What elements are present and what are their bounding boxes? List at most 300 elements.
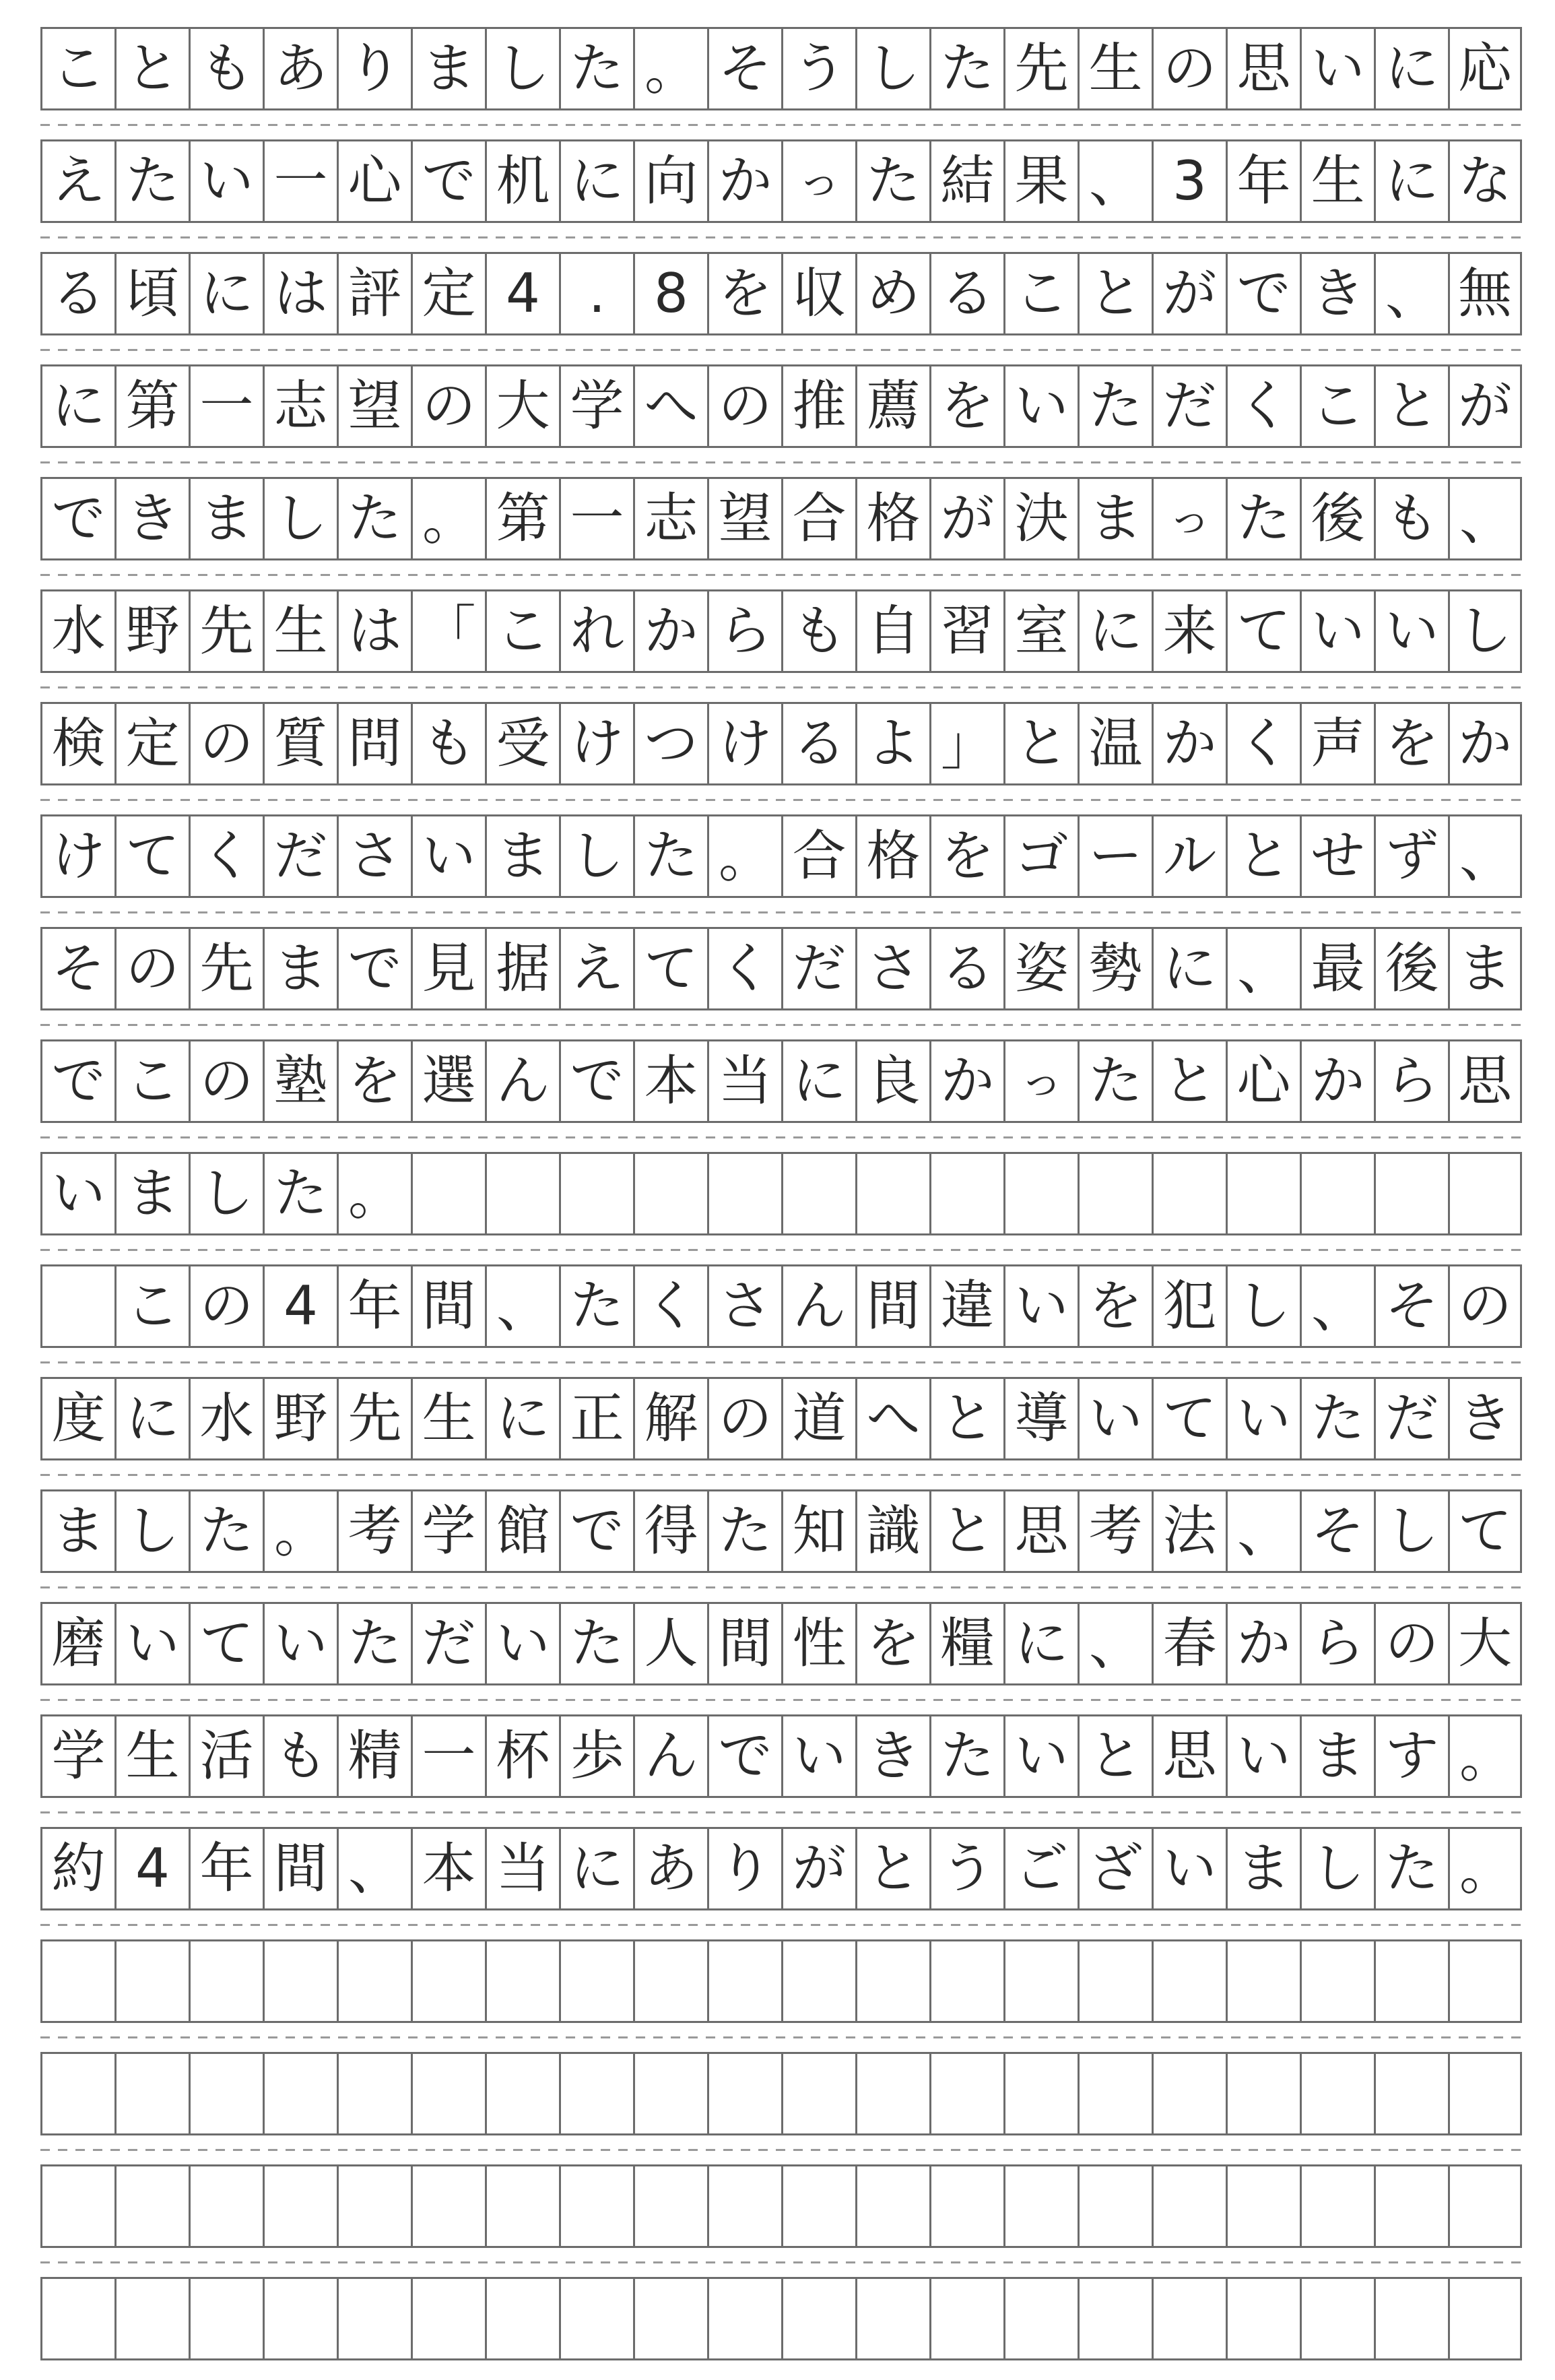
manuscript-cell: [189, 2052, 263, 2135]
manuscript-cell: い: [1300, 27, 1374, 110]
manuscript-cell: [781, 1152, 855, 1235]
manuscript-cell: 大: [485, 364, 559, 448]
manuscript-cell: と: [1003, 702, 1078, 785]
manuscript-cell: [1152, 2052, 1226, 2135]
manuscript-cell: で: [411, 139, 485, 223]
manuscript-cell: も: [189, 27, 263, 110]
manuscript-cell: [559, 2164, 633, 2248]
manuscript-cell: [855, 2277, 929, 2360]
manuscript-cell: に: [1374, 27, 1448, 110]
manuscript-cell: し: [855, 27, 929, 110]
manuscript-cell: [929, 1152, 1003, 1235]
manuscript-cell: [263, 2277, 337, 2360]
manuscript-cell: く: [633, 1264, 707, 1348]
manuscript-cell: 志: [263, 364, 337, 448]
manuscript-cell: [855, 1152, 929, 1235]
manuscript-cell: る: [929, 927, 1003, 1010]
manuscript-cell: ん: [781, 1264, 855, 1348]
manuscript-cell: 学: [411, 1489, 485, 1573]
manuscript-cell: 薦: [855, 364, 929, 448]
manuscript-cell: [40, 1264, 114, 1348]
manuscript-cell: 。: [263, 1489, 337, 1573]
manuscript-cell: 声: [1300, 702, 1374, 785]
manuscript-cell: 温: [1078, 702, 1152, 785]
manuscript-cell: [633, 1152, 707, 1235]
manuscript-cell: 評: [337, 252, 411, 335]
manuscript-cell: 、: [1448, 477, 1522, 560]
manuscript-cell: が: [1152, 252, 1226, 335]
manuscript-cell: 机: [485, 139, 559, 223]
manuscript-cell: 磨: [40, 1602, 114, 1685]
manuscript-cell: [1078, 2164, 1152, 2248]
manuscript-row: [40, 1602, 1522, 1685]
manuscript-cell: [781, 1939, 855, 2023]
manuscript-cell: 良: [855, 1039, 929, 1123]
manuscript-cell: で: [337, 927, 411, 1010]
manuscript-cell: ら: [707, 589, 781, 673]
manuscript-row: [40, 27, 1522, 110]
manuscript-cell: に: [189, 252, 263, 335]
manuscript-cell: け: [559, 702, 633, 785]
manuscript-cell: 受: [485, 702, 559, 785]
manuscript-cell: 結: [929, 139, 1003, 223]
manuscript-cell: い: [1003, 1264, 1078, 1348]
manuscript-cell: 法: [1152, 1489, 1226, 1573]
row-gap-guide: [40, 124, 1522, 126]
manuscript-row: [40, 2277, 1522, 2360]
manuscript-cell: [337, 2052, 411, 2135]
manuscript-cell: い: [781, 1714, 855, 1798]
manuscript-cell: [1374, 2277, 1448, 2360]
manuscript-cell: 春: [1152, 1602, 1226, 1685]
manuscript-cell: 、: [485, 1264, 559, 1348]
manuscript-cell: 思: [1226, 27, 1300, 110]
manuscript-cell: [781, 2277, 855, 2360]
manuscript-cell: め: [855, 252, 929, 335]
manuscript-cell: 間: [263, 1827, 337, 1910]
manuscript-cell: 一: [411, 1714, 485, 1798]
manuscript-cell: 生: [411, 1377, 485, 1460]
manuscript-cell: だ: [1374, 1377, 1448, 1460]
manuscript-cell: い: [1300, 589, 1374, 673]
row-gap-guide: [40, 1136, 1522, 1138]
manuscript-cell: い: [485, 1602, 559, 1685]
manuscript-row: [40, 1827, 1522, 1910]
manuscript-cell: [263, 2164, 337, 2248]
manuscript-cell: 糧: [929, 1602, 1003, 1685]
manuscript-cell: 無: [1448, 252, 1522, 335]
manuscript-cell: に: [485, 1377, 559, 1460]
manuscript-cell: 年: [337, 1264, 411, 1348]
manuscript-cell: ま: [1226, 1827, 1300, 1910]
manuscript-cell: 心: [1226, 1039, 1300, 1123]
manuscript-cell: い: [263, 1602, 337, 1685]
manuscript-cell: だ: [263, 814, 337, 898]
manuscript-cell: い: [114, 1602, 189, 1685]
manuscript-cell: え: [559, 927, 633, 1010]
manuscript-cell: ま: [40, 1489, 114, 1573]
manuscript-cell: く: [707, 927, 781, 1010]
manuscript-cell: 来: [1152, 589, 1226, 673]
manuscript-cell: ん: [485, 1039, 559, 1123]
manuscript-cell: ま: [1448, 927, 1522, 1010]
manuscript-cell: て: [1448, 1489, 1522, 1573]
manuscript-cell: と: [929, 1377, 1003, 1460]
manuscript-cell: と: [1226, 814, 1300, 898]
manuscript-cell: の: [1152, 27, 1226, 110]
manuscript-cell: 思: [1003, 1489, 1078, 1573]
manuscript-cell: そ: [1374, 1264, 1448, 1348]
manuscript-cell: ん: [633, 1714, 707, 1798]
manuscript-cell: [1448, 1939, 1522, 2023]
manuscript-cell: 本: [411, 1827, 485, 1910]
manuscript-cell: 一: [263, 139, 337, 223]
manuscript-cell: た: [855, 139, 929, 223]
manuscript-cell: 応: [1448, 27, 1522, 110]
manuscript-cell: 、: [337, 1827, 411, 1910]
manuscript-cell: [633, 2052, 707, 2135]
manuscript-cell: つ: [633, 702, 707, 785]
manuscript-cell: 学: [40, 1714, 114, 1798]
manuscript-cell: 当: [707, 1039, 781, 1123]
manuscript-cell: 定: [411, 252, 485, 335]
manuscript-cell: 野: [114, 589, 189, 673]
manuscript-cell: と: [1078, 1714, 1152, 1798]
manuscript-cell: 解: [633, 1377, 707, 1460]
row-gap-guide: [40, 799, 1522, 801]
manuscript-cell: [855, 1939, 929, 2023]
manuscript-cell: 3: [1152, 139, 1226, 223]
manuscript-cell: こ: [114, 1039, 189, 1123]
manuscript-cell: い: [1226, 1377, 1300, 1460]
manuscript-cell: 見: [411, 927, 485, 1010]
manuscript-cell: す: [1374, 1714, 1448, 1798]
manuscript-cell: の: [707, 364, 781, 448]
manuscript-cell: せ: [1300, 814, 1374, 898]
manuscript-cell: て: [1226, 589, 1300, 673]
manuscript-row: [40, 702, 1522, 785]
manuscript-cell: [781, 2164, 855, 2248]
manuscript-cell: ま: [1078, 477, 1152, 560]
manuscript-cell: [1078, 1152, 1152, 1235]
manuscript-row: [40, 1377, 1522, 1460]
manuscript-cell: に: [559, 1827, 633, 1910]
row-gap-guide: [40, 2149, 1522, 2151]
manuscript-cell: [559, 1152, 633, 1235]
manuscript-cell: [485, 1152, 559, 1235]
manuscript-cell: [929, 2164, 1003, 2248]
manuscript-cell: っ: [1003, 1039, 1078, 1123]
manuscript-cell: 生: [1078, 27, 1152, 110]
manuscript-row: [40, 1489, 1522, 1573]
manuscript-cell: 考: [337, 1489, 411, 1573]
manuscript-cell: で: [559, 1489, 633, 1573]
manuscript-row: [40, 1939, 1522, 2023]
manuscript-cell: 果: [1003, 139, 1078, 223]
manuscript-cell: う: [781, 27, 855, 110]
row-gap-guide: [40, 574, 1522, 576]
manuscript-cell: か: [1152, 702, 1226, 785]
manuscript-cell: [411, 1152, 485, 1235]
manuscript-cell: か: [1300, 1039, 1374, 1123]
manuscript-cell: 先: [189, 589, 263, 673]
manuscript-cell: 4: [485, 252, 559, 335]
manuscript-cell: 志: [633, 477, 707, 560]
manuscript-cell: だ: [1152, 364, 1226, 448]
manuscript-cell: [855, 2164, 929, 2248]
manuscript-cell: 思: [1152, 1714, 1226, 1798]
manuscript-cell: 収: [781, 252, 855, 335]
manuscript-cell: 最: [1300, 927, 1374, 1010]
manuscript-cell: [1300, 1152, 1374, 1235]
manuscript-row: [40, 1152, 1522, 1235]
manuscript-cell: ま: [1300, 1714, 1374, 1798]
row-gap-guide: [40, 1924, 1522, 1926]
manuscript-cell: と: [929, 1489, 1003, 1573]
manuscript-cell: 精: [337, 1714, 411, 1798]
manuscript-cell: ま: [114, 1152, 189, 1235]
manuscript-cell: る: [929, 252, 1003, 335]
manuscript-cell: [114, 2052, 189, 2135]
manuscript-cell: を: [1078, 1264, 1152, 1348]
manuscript-cell: ー: [1078, 814, 1152, 898]
manuscript-cell: に: [1003, 1602, 1078, 1685]
manuscript-cell: な: [1448, 139, 1522, 223]
manuscript-cell: た: [337, 477, 411, 560]
manuscript-cell: か: [1226, 1602, 1300, 1685]
manuscript-cell: 杯: [485, 1714, 559, 1798]
manuscript-cell: [263, 2052, 337, 2135]
manuscript-cell: の: [189, 702, 263, 785]
manuscript-cell: 「: [411, 589, 485, 673]
manuscript-cell: た: [559, 1264, 633, 1348]
manuscript-cell: で: [40, 477, 114, 560]
manuscript-cell: [633, 2164, 707, 2248]
manuscript-cell: [114, 2164, 189, 2248]
manuscript-cell: [1374, 2052, 1448, 2135]
manuscript-cell: 性: [781, 1602, 855, 1685]
manuscript-cell: が: [929, 477, 1003, 560]
manuscript-cell: [1152, 2164, 1226, 2248]
manuscript-cell: 約: [40, 1827, 114, 1910]
manuscript-cell: [411, 2052, 485, 2135]
manuscript-cell: そ: [40, 927, 114, 1010]
manuscript-cell: よ: [855, 702, 929, 785]
manuscript-cell: え: [40, 139, 114, 223]
manuscript-cell: も: [263, 1714, 337, 1798]
manuscript-cell: 。: [707, 814, 781, 898]
manuscript-cell: [485, 2052, 559, 2135]
manuscript-cell: 大: [1448, 1602, 1522, 1685]
manuscript-cell: の: [411, 364, 485, 448]
manuscript-cell: 習: [929, 589, 1003, 673]
manuscript-cell: を: [855, 1602, 929, 1685]
manuscript-cell: も: [1374, 477, 1448, 560]
manuscript-cell: い: [1003, 364, 1078, 448]
manuscript-cell: 合: [781, 477, 855, 560]
manuscript-cell: に: [1374, 139, 1448, 223]
manuscript-cell: の: [707, 1377, 781, 1460]
manuscript-cell: 。: [411, 477, 485, 560]
manuscript-cell: 第: [485, 477, 559, 560]
manuscript-cell: [1003, 1152, 1078, 1235]
manuscript-row: [40, 814, 1522, 898]
manuscript-cell: [1226, 1152, 1300, 1235]
manuscript-cell: の: [114, 927, 189, 1010]
manuscript-cell: 度: [40, 1377, 114, 1460]
manuscript-cell: の: [1448, 1264, 1522, 1348]
manuscript-cell: [1152, 2277, 1226, 2360]
manuscript-cell: 、: [1374, 252, 1448, 335]
manuscript-cell: 、: [1448, 814, 1522, 898]
manuscript-cell: そ: [1300, 1489, 1374, 1573]
manuscript-cell: [1300, 1939, 1374, 2023]
manuscript-cell: を: [929, 364, 1003, 448]
manuscript-cell: [411, 2164, 485, 2248]
manuscript-cell: 姿: [1003, 927, 1078, 1010]
manuscript-cell: [1374, 2164, 1448, 2248]
manuscript-cell: 格: [855, 477, 929, 560]
manuscript-cell: 年: [1226, 139, 1300, 223]
manuscript-cell: 後: [1374, 927, 1448, 1010]
manuscript-cell: [707, 2052, 781, 2135]
manuscript-cell: 。: [1448, 1827, 1522, 1910]
manuscript-cell: た: [189, 1489, 263, 1573]
manuscript-cell: ざ: [1078, 1827, 1152, 1910]
manuscript-cell: [559, 2052, 633, 2135]
manuscript-cell: 4: [263, 1264, 337, 1348]
manuscript-cell: ご: [1003, 1827, 1078, 1910]
manuscript-cell: [1003, 1939, 1078, 2023]
manuscript-cell: 得: [633, 1489, 707, 1573]
manuscript-cell: た: [929, 1714, 1003, 1798]
manuscript-row: [40, 927, 1522, 1010]
manuscript-cell: た: [1374, 1827, 1448, 1910]
manuscript-cell: 、: [1226, 927, 1300, 1010]
manuscript-cell: く: [1226, 702, 1300, 785]
manuscript-cell: 4: [114, 1827, 189, 1910]
manuscript-cell: 本: [633, 1039, 707, 1123]
manuscript-cell: い: [1226, 1714, 1300, 1798]
row-gap-guide: [40, 2261, 1522, 2263]
manuscript-cell: 据: [485, 927, 559, 1010]
manuscript-row: [40, 589, 1522, 673]
manuscript-cell: た: [114, 139, 189, 223]
manuscript-cell: 塾: [263, 1039, 337, 1123]
manuscript-cell: へ: [855, 1377, 929, 1460]
manuscript-cell: 違: [929, 1264, 1003, 1348]
manuscript-cell: て: [189, 1602, 263, 1685]
manuscript-row: [40, 1714, 1522, 1798]
manuscript-cell: で: [1226, 252, 1300, 335]
manuscript-cell: 館: [485, 1489, 559, 1573]
manuscript-cell: [337, 2277, 411, 2360]
manuscript-cell: 格: [855, 814, 929, 898]
manuscript-cell: [189, 2164, 263, 2248]
manuscript-cell: 一: [559, 477, 633, 560]
manuscript-cell: [1226, 2164, 1300, 2248]
manuscript-cell: 生: [263, 589, 337, 673]
manuscript-cell: 向: [633, 139, 707, 223]
manuscript-cell: 歩: [559, 1714, 633, 1798]
manuscript-cell: こ: [114, 1264, 189, 1348]
manuscript-cell: と: [1374, 364, 1448, 448]
row-gap-guide: [40, 1586, 1522, 1588]
manuscript-cell: 。: [1448, 1714, 1522, 1798]
manuscript-cell: に: [559, 139, 633, 223]
manuscript-cell: [1226, 2052, 1300, 2135]
manuscript-cell: 勢: [1078, 927, 1152, 1010]
manuscript-cell: り: [337, 27, 411, 110]
manuscript-cell: だ: [411, 1602, 485, 1685]
manuscript-cell: 識: [855, 1489, 929, 1573]
manuscript-cell: [707, 2277, 781, 2360]
manuscript-cell: [40, 2277, 114, 2360]
manuscript-cell: は: [337, 589, 411, 673]
manuscript-cell: [855, 2052, 929, 2135]
manuscript-cell: [1448, 1152, 1522, 1235]
manuscript-cell: に: [781, 1039, 855, 1123]
manuscript-cell: っ: [1152, 477, 1226, 560]
manuscript-cell: 。: [337, 1152, 411, 1235]
manuscript-cell: け: [40, 814, 114, 898]
manuscript-cell: も: [411, 702, 485, 785]
manuscript-cell: 第: [114, 364, 189, 448]
manuscript-cell: し: [189, 1152, 263, 1235]
manuscript-row: [40, 2052, 1522, 2135]
manuscript-cell: 、: [1226, 1489, 1300, 1573]
row-gap-guide: [40, 461, 1522, 463]
manuscript-row: [40, 364, 1522, 448]
manuscript-cell: ま: [263, 927, 337, 1010]
manuscript-cell: い: [1003, 1714, 1078, 1798]
manuscript-cell: 心: [337, 139, 411, 223]
manuscript-cell: 年: [189, 1827, 263, 1910]
manuscript-cell: に: [1152, 927, 1226, 1010]
manuscript-cell: [1448, 2164, 1522, 2248]
manuscript-cell: の: [189, 1264, 263, 1348]
manuscript-cell: 生: [1300, 139, 1374, 223]
manuscript-cell: だ: [781, 927, 855, 1010]
manuscript-cell: 考: [1078, 1489, 1152, 1573]
manuscript-cell: い: [411, 814, 485, 898]
manuscript-cell: 推: [781, 364, 855, 448]
row-gap-guide: [40, 1249, 1522, 1251]
manuscript-cell: [485, 1939, 559, 2023]
manuscript-cell: 」: [929, 702, 1003, 785]
manuscript-cell: 先: [189, 927, 263, 1010]
manuscript-cell: し: [1448, 589, 1522, 673]
manuscript-cell: ら: [1374, 1039, 1448, 1123]
manuscript-cell: 質: [263, 702, 337, 785]
manuscript-row: [40, 139, 1522, 223]
manuscript-cell: が: [781, 1827, 855, 1910]
manuscript-cell: る: [40, 252, 114, 335]
manuscript-cell: [114, 1939, 189, 2023]
manuscript-cell: [1300, 2052, 1374, 2135]
manuscript-cell: い: [40, 1152, 114, 1235]
manuscript-cell: し: [559, 814, 633, 898]
manuscript-cell: こ: [1003, 252, 1078, 335]
manuscript-cell: [1003, 2052, 1078, 2135]
manuscript-cell: か: [1448, 702, 1522, 785]
row-gap-guide: [40, 1811, 1522, 1813]
manuscript-cell: ゴ: [1003, 814, 1078, 898]
manuscript-cell: を: [929, 814, 1003, 898]
manuscript-cell: あ: [633, 1827, 707, 1910]
manuscript-cell: し: [263, 477, 337, 560]
manuscript-cell: 室: [1003, 589, 1078, 673]
